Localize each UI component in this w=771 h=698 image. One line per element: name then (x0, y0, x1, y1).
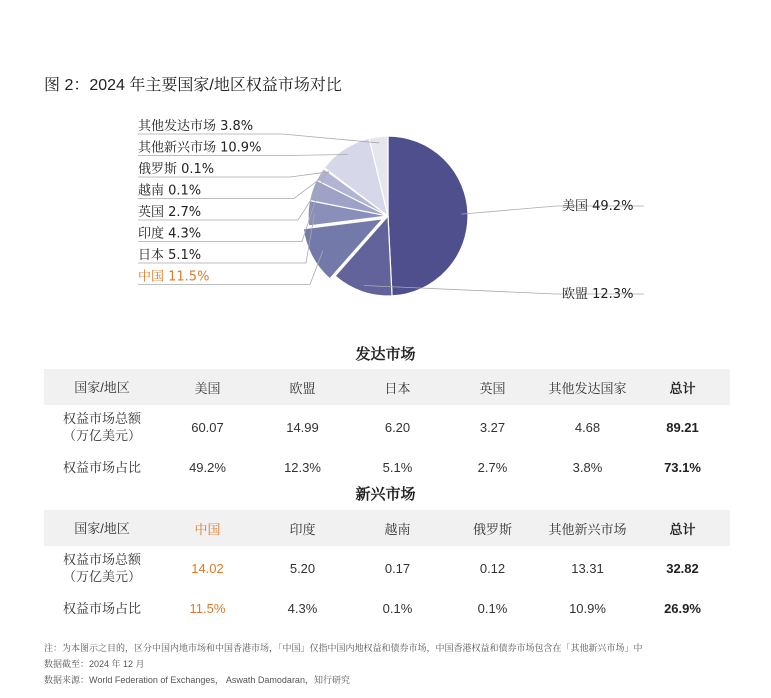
table-cell: 14.99 (286, 419, 319, 435)
table-cell: 0.1% (477, 600, 508, 616)
header-cell: 国家/地区 (44, 369, 160, 405)
table-header-row (44, 510, 730, 546)
developed-market-table (44, 369, 730, 485)
table-cell: 0.12 (479, 560, 506, 576)
pie-label: 越南 0.1% (138, 183, 202, 199)
row-label: 权益市场占比 (62, 600, 141, 616)
header-cell-total: 总计 (635, 369, 730, 405)
table-row (44, 405, 730, 449)
header-cell-china: 中国 (160, 510, 255, 546)
table-row (44, 449, 730, 485)
table-cell: 5.20 (289, 560, 316, 576)
table-cell-total: 73.1% (664, 459, 701, 475)
pie-label: 美国 49.2% (562, 199, 634, 214)
table-row (44, 546, 730, 590)
table-cell-total: 26.9% (664, 600, 701, 616)
table-cell: 4.3% (287, 600, 318, 616)
table-cell: 49.2% (189, 459, 226, 475)
pie-label: 中国 11.5% (138, 269, 210, 285)
table-cell: 4.68 (574, 419, 601, 435)
table-cell: 12.3% (284, 459, 321, 475)
table-cell-total: 32.82 (666, 560, 699, 576)
pie-label: 其他新兴市场 10.9% (138, 140, 262, 156)
pie-label: 日本 5.1% (138, 248, 202, 263)
emerging-market-title: 新兴市场 (355, 486, 416, 503)
pie-label: 其他发达市场 3.8% (138, 119, 254, 134)
footnote: 注：为本图示之目的，区分中国内地市场和中国香港市场，「中国」仅指中国内地权益和债券市场，中国香港权益和债券市场包含在「其他新兴市场」中 (44, 643, 643, 653)
pie-label: 俄罗斯 0.1% (138, 162, 215, 177)
header-cell: 越南 (350, 510, 445, 546)
header-cell: 其他发达国家 (540, 369, 635, 405)
table-header-row (44, 369, 730, 405)
row-label-line: （万亿美元） (62, 428, 141, 443)
pie-label: 英国 2.7% (138, 205, 202, 220)
pie-chart (0, 110, 771, 310)
row-label-line: 权益市场总额 (62, 552, 141, 567)
table-cell-total: 89.21 (666, 419, 699, 435)
header-cell: 其他新兴市场 (540, 510, 635, 546)
data-date: 数据截至：2024 年 12 月 (44, 659, 145, 669)
header-cell: 俄罗斯 (445, 510, 540, 546)
header-cell: 美国 (160, 369, 255, 405)
pie-label: 欧盟 12.3% (562, 287, 634, 302)
row-label-line: 权益市场总额 (62, 411, 141, 426)
header-cell: 英国 (445, 369, 540, 405)
pie-slice (388, 136, 468, 296)
developed-market-title: 发达市场 (355, 346, 416, 363)
row-label: 权益市场占比 (62, 459, 141, 475)
header-cell: 欧盟 (255, 369, 350, 405)
header-cell: 印度 (255, 510, 350, 546)
emerging-market-table (44, 510, 730, 626)
table-cell: 13.31 (571, 560, 604, 576)
table-cell: 3.8% (572, 459, 603, 475)
row-label-line: （万亿美元） (62, 569, 141, 584)
row-label (44, 546, 160, 590)
table-cell: 60.07 (191, 419, 224, 435)
table-cell: 2.7% (477, 459, 508, 475)
table-cell-china: 11.5% (189, 600, 226, 616)
header-cell-total: 总计 (635, 510, 730, 546)
data-source: 数据来源：World Federation of Exchanges， Aswath Damodaran，知行研究 (44, 675, 350, 685)
header-cell: 国家/地区 (44, 510, 160, 546)
table-cell: 0.17 (384, 560, 411, 576)
table-cell-china: 14.02 (191, 560, 224, 576)
pie-label: 印度 4.3% (138, 226, 202, 242)
table-cell: 6.20 (384, 419, 411, 435)
table-cell: 10.9% (569, 600, 606, 616)
table-cell: 0.1% (382, 600, 413, 616)
row-label (44, 405, 160, 449)
figure-title: 图 2：2024 年主要国家/地区权益市场对比 (44, 77, 342, 94)
header-cell: 日本 (350, 369, 445, 405)
table-cell: 5.1% (382, 459, 413, 475)
table-row (44, 590, 730, 626)
table-cell: 3.27 (479, 419, 506, 435)
